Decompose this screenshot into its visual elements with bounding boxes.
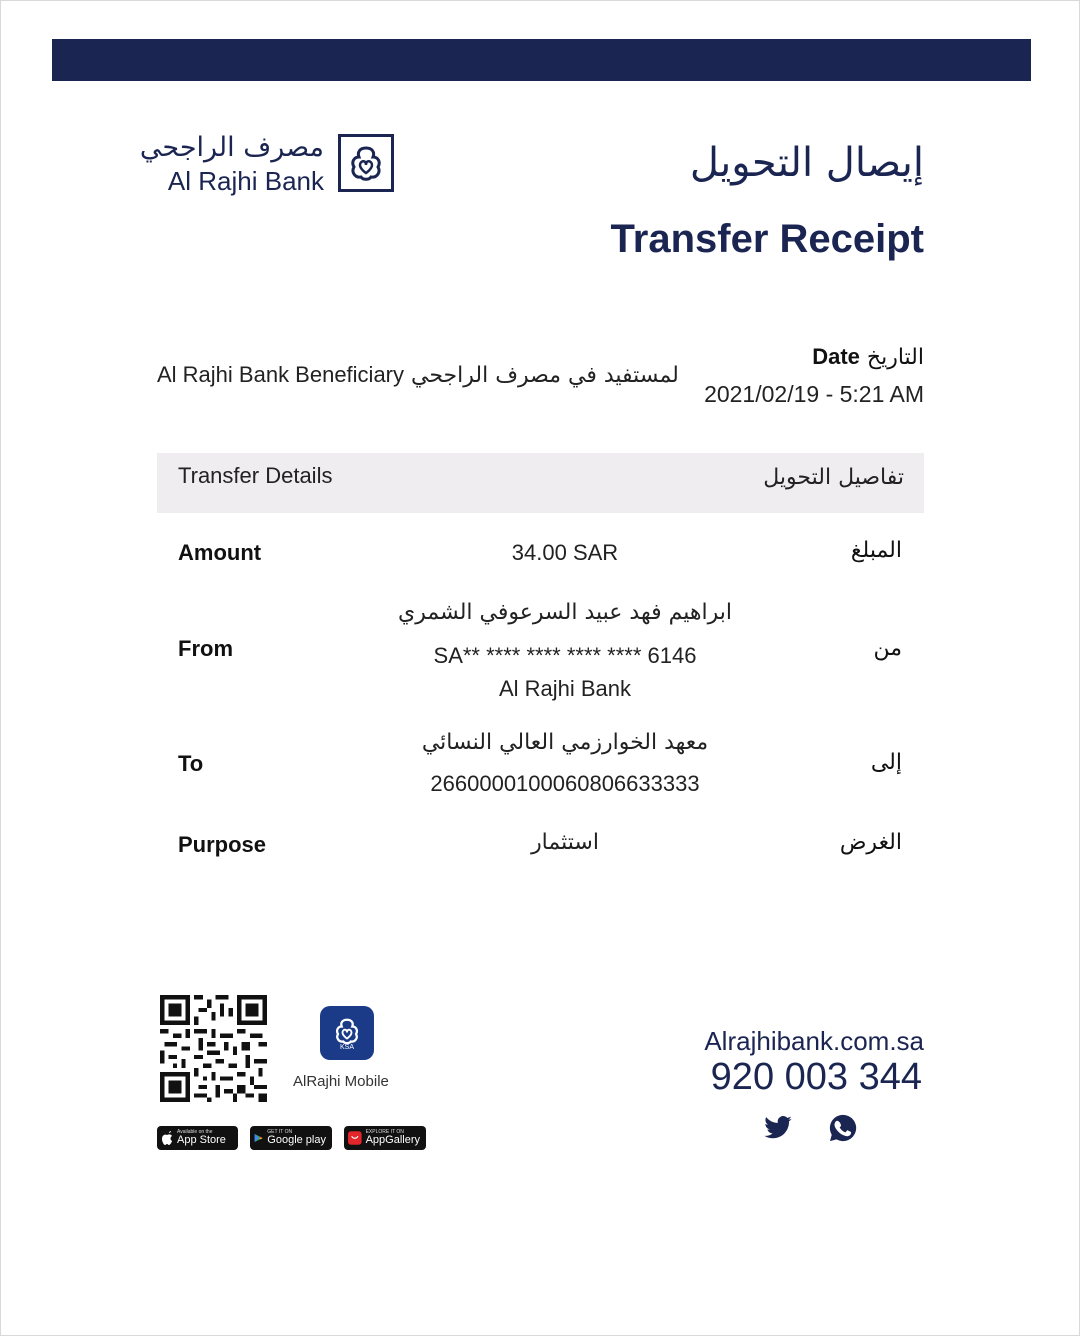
from-name: ابراهيم فهد عبيد السرعوفي الشمري: [398, 600, 732, 625]
twitter-icon[interactable]: [763, 1113, 793, 1143]
from-label-en: From: [178, 636, 233, 661]
google-play-badge[interactable]: [250, 1126, 332, 1150]
app-store-small-text: Available on the: [177, 1129, 213, 1135]
app-gallery-badge[interactable]: [344, 1126, 426, 1150]
to-label-ar: إلى: [870, 750, 902, 775]
al-rajhi-logo: [139, 130, 400, 202]
app-region-badge: KSA: [339, 1043, 354, 1051]
transfer-details-title-en: Transfer Details: [178, 463, 333, 488]
amount-label-en: Amount: [178, 540, 262, 565]
qr-code: [160, 995, 267, 1102]
alrajhi-mobile-app-icon[interactable]: [320, 1006, 374, 1060]
website-link[interactable]: Alrajhibank.com.sa: [704, 1026, 924, 1056]
date-label-ar: التاريخ: [866, 345, 924, 370]
transfer-details-header: [157, 453, 924, 513]
beneficiary-type: [157, 362, 679, 388]
amount-value: 34.00 SAR: [511, 540, 619, 565]
app-name: AlRajhi Mobile: [293, 1073, 389, 1090]
header-bar: [52, 39, 1031, 81]
date-label-en: Date: [812, 344, 860, 369]
logo-name-ar: مصرف الراجحي: [139, 132, 324, 163]
from-label-ar: من: [873, 636, 902, 661]
purpose-label-ar: الغرض: [839, 830, 902, 855]
beneficiary-type-ar: لمستفيد في مصرف الراجحي: [411, 363, 679, 388]
whatsapp-icon[interactable]: [828, 1113, 858, 1143]
logo-name-en: Al Rajhi Bank: [167, 166, 324, 196]
to-label-en: To: [178, 751, 204, 776]
app-store-text: App Store: [177, 1134, 226, 1146]
to-name: معهد الخوارزمي العالي النسائي: [421, 730, 709, 755]
huawei-appgallery-icon: [348, 1131, 362, 1145]
app-gallery-small-text: EXPLORE IT ON: [365, 1129, 404, 1135]
receipt-title-ar: إيصال التحويل: [689, 140, 924, 186]
transfer-details-title-ar: تفاصيل التحويل: [763, 465, 904, 490]
al-rajhi-logo-icon: [332, 1016, 362, 1046]
app-gallery-text: AppGallery: [365, 1134, 420, 1146]
purpose-label-en: Purpose: [178, 832, 267, 857]
amount-label-ar: المبلغ: [850, 538, 902, 563]
al-rajhi-logo-icon: [338, 134, 394, 192]
to-account: 2660000100060806633333: [430, 771, 700, 796]
apple-icon: [161, 1131, 173, 1145]
from-account: SA** **** **** **** **** 6146: [433, 643, 697, 668]
phone-number[interactable]: 920 003 344: [710, 1056, 922, 1098]
purpose-value: استثمار: [531, 830, 599, 855]
app-store-badge[interactable]: [157, 1126, 238, 1150]
transfer-date: 2021/02/19 - 5:21 AM: [704, 381, 924, 407]
from-bank: Al Rajhi Bank: [498, 676, 632, 701]
google-play-text: Google play: [267, 1134, 326, 1146]
receipt-title-en: Transfer Receipt: [610, 217, 924, 261]
beneficiary-type-en: Al Rajhi Bank Beneficiary: [157, 362, 405, 387]
date-label: [812, 344, 924, 370]
google-play-icon: [254, 1131, 263, 1145]
google-play-small-text: GET IT ON: [267, 1129, 293, 1135]
